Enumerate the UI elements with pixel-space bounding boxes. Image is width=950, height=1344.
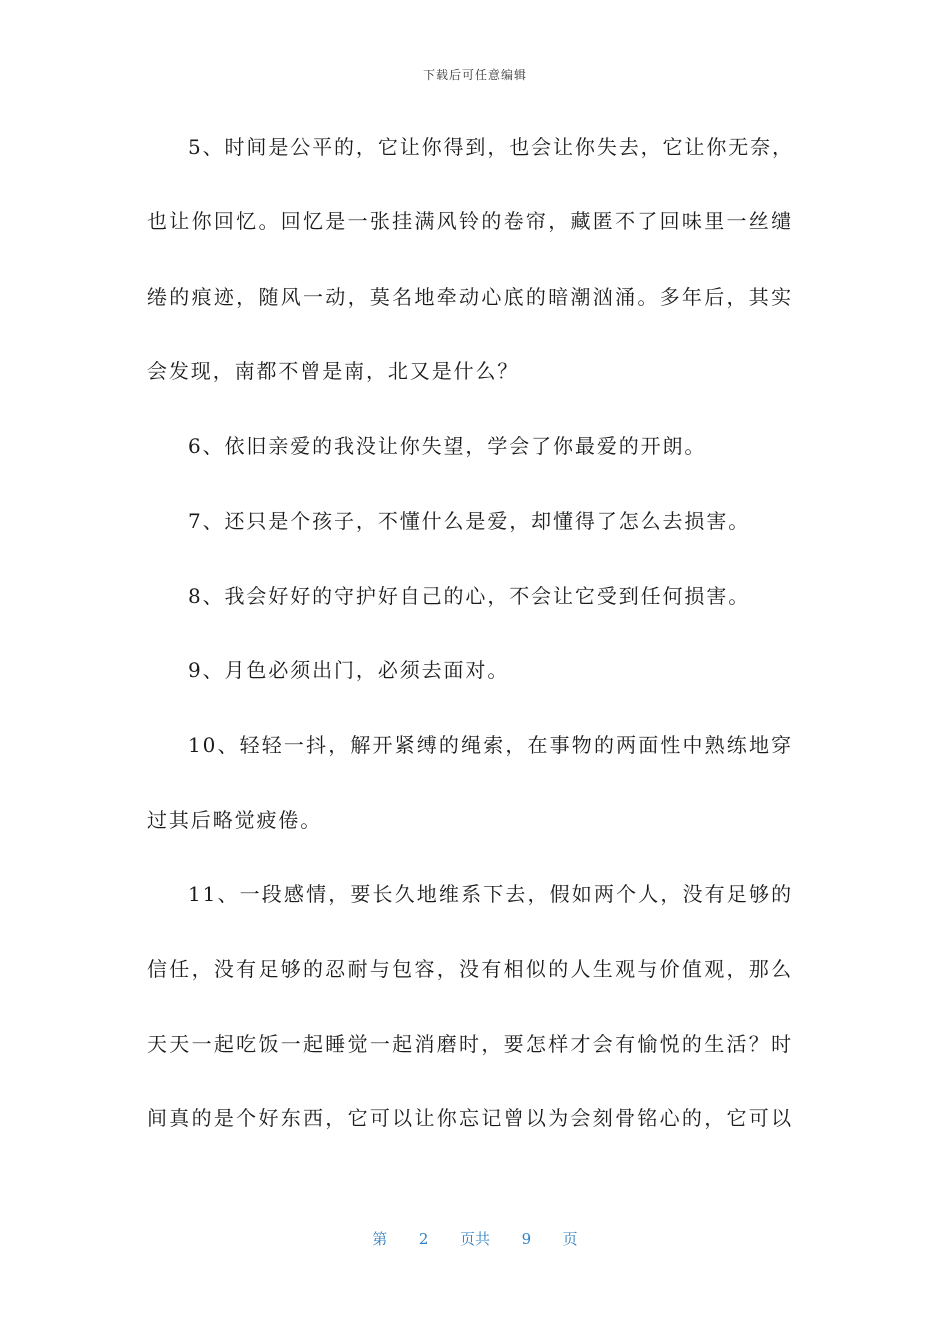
page-header: 下载后可任意编辑 bbox=[422, 68, 527, 82]
paragraph-5-line-4: 会发现，南都不曾是南，北又是什么？ bbox=[147, 359, 520, 383]
paragraph-8-line-1: 8、我会好好的守护好自己的心，不会让它受到任何损害。 bbox=[188, 584, 751, 608]
paragraph-7-line-1: 7、还只是个孩子，不懂什么是爱，却懂得了怎么去损害。 bbox=[188, 509, 751, 533]
paragraph-11-line-3: 天天一起吃饭一起睡觉一起消磨时，要怎样才会有愉悦的生活？时 bbox=[147, 1032, 793, 1056]
paragraph-6-line-1: 6、依旧亲爱的我没让你失望，学会了你最爱的开朗。 bbox=[188, 434, 707, 458]
page-footer bbox=[0, 1228, 950, 1249]
footer-prefix: 第 bbox=[372, 1230, 388, 1248]
footer-total-pages: 9 bbox=[521, 1230, 532, 1248]
paragraph-9-line-1: 9、月色必须出门，必须去面对。 bbox=[188, 658, 510, 682]
paragraph-5-line-2: 也让你回忆。回忆是一张挂满风铃的卷帘，藏匿不了回味里一丝缱 bbox=[147, 209, 793, 233]
paragraph-10-line-1: 10、轻轻一抖，解开紧缚的绳索，在事物的两面性中熟练地穿 bbox=[188, 733, 793, 757]
paragraph-11-line-4: 间真的是个好东西，它可以让你忘记曾以为会刻骨铭心的，它可以 bbox=[147, 1106, 793, 1130]
paragraph-5-line-1: 5、时间是公平的，它让你得到，也会让你失去，它让你无奈， bbox=[188, 135, 794, 159]
paragraph-5-line-3: 绻的痕迹，随风一动，莫名地牵动心底的暗潮汹涌。多年后，其实 bbox=[147, 285, 793, 309]
paragraph-10-line-2: 过其后略觉疲倦。 bbox=[147, 808, 323, 832]
paragraph-11-line-2: 信任，没有足够的忍耐与包容，没有相似的人生观与价值观，那么 bbox=[147, 957, 793, 981]
footer-suffix: 页 bbox=[562, 1230, 578, 1248]
paragraph-11-line-1: 11、一段感情，要长久地维系下去，假如两个人，没有足够的 bbox=[188, 882, 793, 906]
footer-current-page: 2 bbox=[418, 1230, 429, 1248]
footer-middle: 页共 bbox=[459, 1230, 490, 1248]
